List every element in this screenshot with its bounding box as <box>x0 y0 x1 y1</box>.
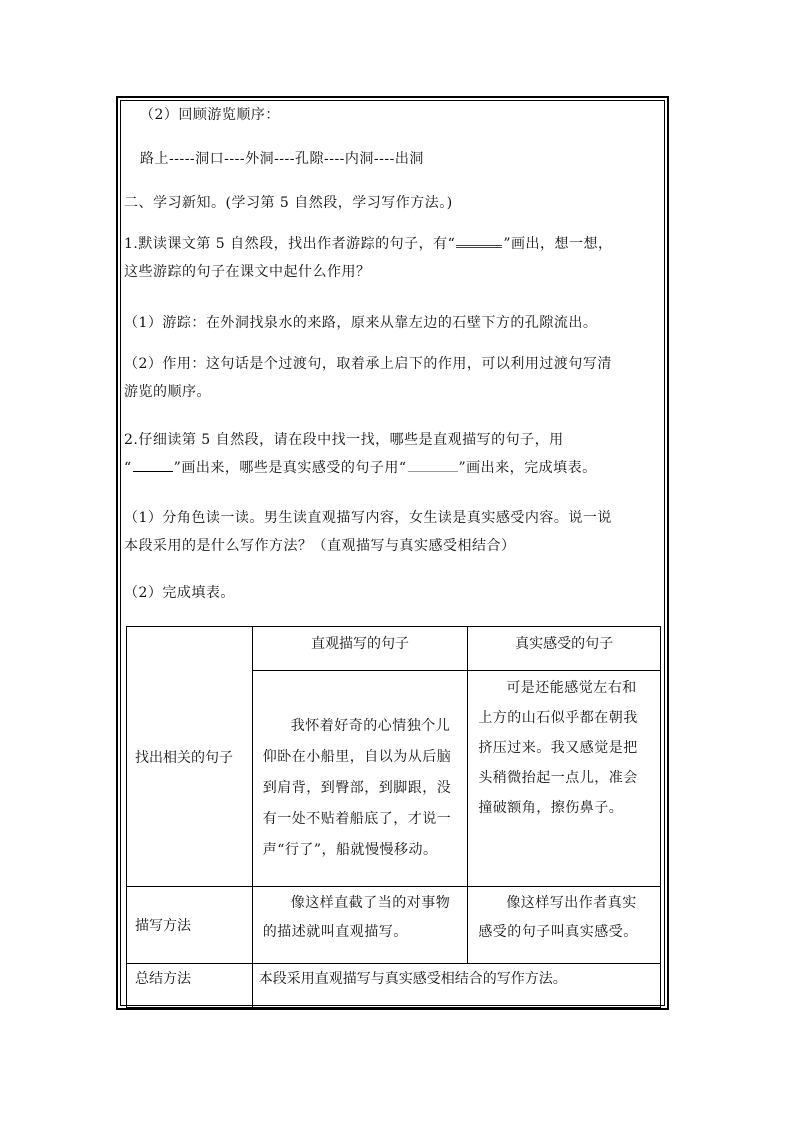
feeling-sentence-text: 可是还能感觉左右和上方的山石似乎都在朝我挤压过来。我又感觉是把头稍微抬起一点儿，准会撞破额角，擦伤鼻子。 <box>478 680 638 816</box>
wavy-line-blank <box>408 457 458 472</box>
q1-prefix: 1.默读课文第 5 自然段，找出作者游踪的句子，有“ <box>124 236 456 252</box>
row-label-summary: 总结方法 <box>127 964 253 1008</box>
header-direct-description: 直观描写的句子 <box>252 627 468 671</box>
cell-direct-method <box>252 887 468 964</box>
question-2-line-1: 2.仔细读第 5 自然段，请在段中找一找，哪些是直观描写的句子，用 <box>124 432 564 448</box>
q2-sub-1-line-2: 本段采用的是什么写作方法？（直观描写与真实感受相结合） <box>124 538 516 554</box>
review-heading: （2）回顾游览顺序： <box>140 107 280 123</box>
question-1 <box>124 230 664 286</box>
route-line: 路上-----洞口----外洞----孔隙----内洞----出洞 <box>140 151 424 167</box>
table-header-row <box>127 627 661 671</box>
cell-summary: 本段采用直观描写与真实感受相结合的写作方法。 <box>252 964 660 1008</box>
feeling-method-text: 像这样写出作者真实感受的句子叫真实感受。 <box>478 895 638 940</box>
q1-answer-2 <box>124 350 664 406</box>
fill-in-table <box>126 626 661 1008</box>
q2-open-quote: “ <box>124 460 132 476</box>
q1-answer-1: （1）游踪：在外洞找泉水的来路，原来从靠左边的石壁下方的孔隙流出。 <box>124 315 598 331</box>
header-real-feeling: 真实感受的句子 <box>468 627 661 671</box>
cell-feeling-method <box>468 887 661 964</box>
section-new-heading: 二、学习新知。(学习第 5 自然段，学习写作方法。) <box>124 195 453 211</box>
question-1-line-1 <box>124 230 664 258</box>
row-label-method: 描写方法 <box>127 887 253 964</box>
q2-sub-2: （2）完成填表。 <box>124 585 235 601</box>
table-row-method <box>127 887 661 964</box>
straight-line-blank <box>133 457 173 472</box>
q1-suffix: ”画出，想一想， <box>503 236 613 252</box>
q2-middle: ”画出来，哪些是真实感受的句子用“ <box>173 460 407 476</box>
cell-feeling-sentence <box>468 671 661 887</box>
q2-sub-1 <box>124 504 664 560</box>
cell-direct-sentence <box>252 671 468 887</box>
table-row-summary <box>127 964 661 1008</box>
row-label-sentences: 找出相关的句子 <box>127 627 253 887</box>
q2-end: ”画出来，完成填表。 <box>458 460 597 476</box>
underline-blank <box>456 231 502 248</box>
question-2-line-2 <box>124 454 664 482</box>
question-2 <box>124 426 664 482</box>
direct-method-text: 像这样直截了当的对事物的描述就叫直观描写。 <box>262 895 451 940</box>
question-1-line-2: 这些游踪的句子在课文中起什么作用？ <box>124 264 371 280</box>
q1-answer-2-line-2: 游览的顺序。 <box>124 384 211 400</box>
q1-answer-2-line-1: （2）作用：这句话是个过渡句，取着承上启下的作用，可以利用过渡句写清 <box>124 356 612 372</box>
direct-sentence-text: 我怀着好奇的心情独个儿仰卧在小船里，自以为从后脑到肩背，到臀部，到脚跟，没有一处不贴着船底了，才说一声“行了”，船就慢慢移动。 <box>262 718 452 858</box>
q2-sub-1-line-1: （1）分角色读一读。男生读直观描写内容，女生读是真实感受内容。说一说 <box>124 510 612 526</box>
